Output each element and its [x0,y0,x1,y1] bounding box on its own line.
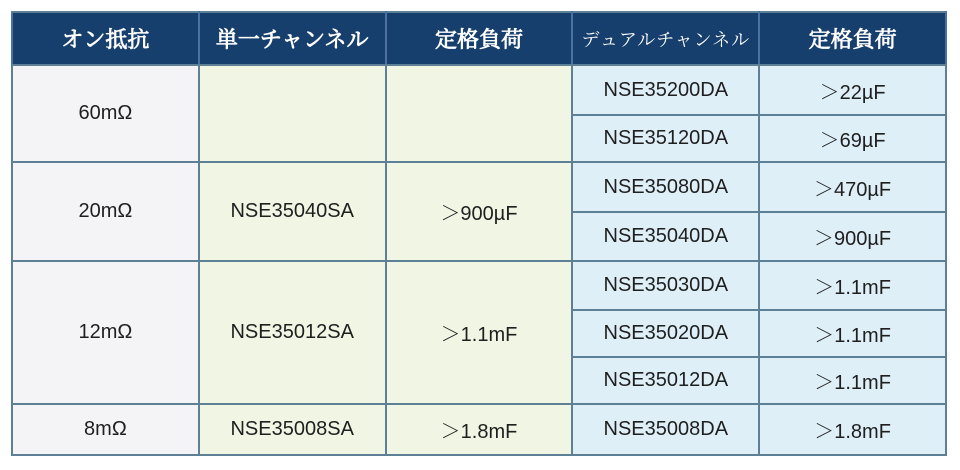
cell-dual-part: NSE35080DA [572,162,759,212]
cell-single-part: NSE35040SA [199,162,386,261]
cell-single-load: ＞900µF [386,162,573,261]
cell-single-part: NSE35008SA [199,404,386,455]
cell-dual-part: NSE35200DA [572,65,759,115]
cell-single-part: NSE35012SA [199,261,386,404]
cell-single-load: ＞1.8mF [386,404,573,455]
cell-dual-part: NSE35012DA [572,357,759,404]
cell-dual-load: ＞470µF [759,162,946,212]
cell-resistance: 20mΩ [12,162,199,261]
header-dual-channel: デュアルチャンネル [572,12,759,65]
cell-dual-part: NSE35008DA [572,404,759,455]
cell-resistance: 12mΩ [12,261,199,404]
cell-dual-part: NSE35030DA [572,261,759,310]
cell-dual-load: ＞1.1mF [759,357,946,404]
cell-resistance: 8mΩ [12,404,199,455]
table-row [12,261,946,310]
cell-single-part [199,65,386,162]
cell-dual-load: ＞22µF [759,65,946,115]
table-row [12,162,946,212]
header-row [12,12,946,65]
header-on-resistance: オン抵抗 [12,12,199,65]
cell-single-load [386,65,573,162]
header-rated-load-dual: 定格負荷 [759,12,946,65]
mosfet-spec-table [11,11,947,456]
cell-dual-part: NSE35020DA [572,310,759,357]
header-rated-load-single: 定格負荷 [386,12,573,65]
cell-dual-load: ＞1.8mF [759,404,946,455]
table-row [12,404,946,455]
cell-single-load: ＞1.1mF [386,261,573,404]
cell-dual-load: ＞900µF [759,212,946,261]
cell-dual-load: ＞69µF [759,115,946,162]
cell-dual-part: NSE35040DA [572,212,759,261]
spec-table-container [11,11,947,456]
cell-resistance: 60mΩ [12,65,199,162]
cell-dual-load: ＞1.1mF [759,310,946,357]
header-single-channel: 単一チャンネル [199,12,386,65]
cell-dual-load: ＞1.1mF [759,261,946,310]
cell-dual-part: NSE35120DA [572,115,759,162]
table-row [12,65,946,115]
